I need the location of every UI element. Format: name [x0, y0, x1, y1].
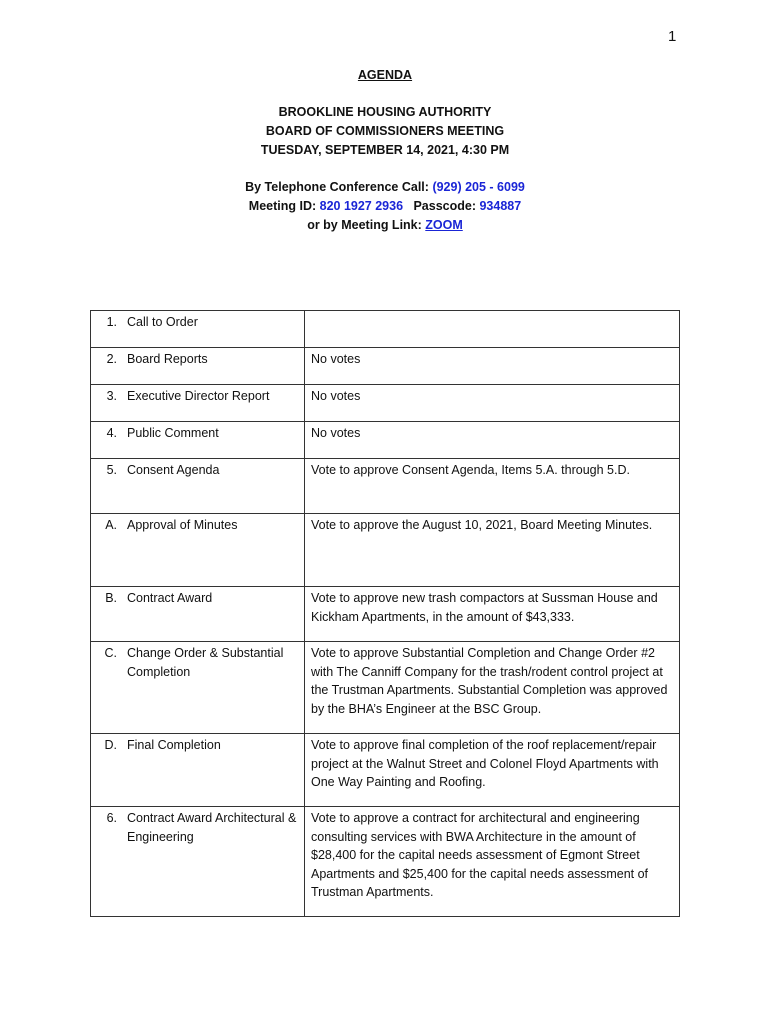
agenda-item-label: Contract Award [127, 591, 213, 605]
agenda-table [90, 310, 680, 917]
agenda-item-cell [91, 734, 305, 807]
phone-number: (929) 205 - 6099 [432, 180, 525, 194]
agenda-item-number: 4. [106, 426, 117, 440]
agenda-row [91, 734, 680, 807]
agenda-action-cell: Vote to approve the August 10, 2021, Board Meeting Minutes. [305, 514, 680, 587]
agenda-item-number: C. [104, 646, 117, 660]
agenda-item-label: Approval of Minutes [127, 518, 238, 532]
agenda-row [91, 459, 680, 514]
agenda-item-label: Call to Order [127, 315, 198, 329]
agenda-item-number: D. [104, 738, 117, 752]
agenda-item-number: 5. [106, 463, 117, 477]
agenda-row [91, 514, 680, 587]
agenda-item-number: 3. [106, 389, 117, 403]
agenda-item-number: 1. [106, 315, 117, 329]
agenda-title: AGENDA [357, 68, 413, 82]
meeting-id-value: 820 1927 2936 [319, 199, 404, 213]
agenda-action-cell: No votes [305, 348, 680, 385]
agenda-item-label: Consent Agenda [127, 463, 220, 477]
agenda-action-cell [305, 311, 680, 348]
agenda-item-cell [91, 459, 305, 514]
meeting-link-line [0, 216, 770, 235]
phone-label: By Telephone Conference Call: [245, 180, 429, 194]
agenda-item-label: Contract Award Architectural & Engineering [127, 811, 297, 844]
meeting-id-label: Meeting ID: [248, 199, 317, 213]
agenda-row [91, 385, 680, 422]
agenda-item-number: 6. [106, 811, 117, 825]
agenda-item-label: Executive Director Report [127, 389, 270, 403]
phone-line [0, 178, 770, 197]
agenda-item-cell [91, 422, 305, 459]
agenda-item-cell [91, 642, 305, 734]
agenda-action-cell: Vote to approve Substantial Completion and Change Order #2 with The Canniff Company for the trash/rodent control project at the Trustman Apartments. Substantial Completion was approved by the BHA’s Engineer at the BSC Group. [305, 642, 680, 734]
page-number: 1 [668, 28, 677, 45]
agenda-item-number: A. [105, 518, 117, 532]
agenda-action-cell: Vote to approve Consent Agenda, Items 5.A. through 5.D. [305, 459, 680, 514]
agenda-row [91, 642, 680, 734]
agenda-item-label: Public Comment [127, 426, 219, 440]
agenda-item-cell [91, 807, 305, 917]
agenda-action-cell: No votes [305, 385, 680, 422]
meeting-date-time: TUESDAY, SEPTEMBER 14, 2021, 4:30 PM [260, 143, 510, 157]
agenda-action-cell: Vote to approve final completion of the roof replacement/repair project at the Walnut Street and Colonel Floyd Apartments with One Way Painting and Roofing. [305, 734, 680, 807]
agenda-item-number: 2. [106, 352, 117, 366]
agenda-header [0, 66, 770, 235]
agenda-item-label: Board Reports [127, 352, 208, 366]
meeting-id-line [0, 197, 770, 216]
agenda-item-label: Change Order & Substantial Completion [127, 646, 284, 679]
agenda-action-cell: Vote to approve new trash compactors at Sussman House and Kickham Apartments, in the amount of $43,333. [305, 587, 680, 642]
agenda-item-cell [91, 514, 305, 587]
agenda-item-cell [91, 385, 305, 422]
agenda-item-cell [91, 311, 305, 348]
zoom-link[interactable]: ZOOM [425, 218, 463, 232]
agenda-row [91, 348, 680, 385]
agenda-item-cell [91, 348, 305, 385]
agenda-item-label: Final Completion [127, 738, 221, 752]
agenda-action-cell: Vote to approve a contract for architectural and engineering consulting services with BWA Architecture in the amount of $28,400 for the capital needs assessment of Egmont Street Apartments and $25,400 for the capital needs assessment of Trustman Apartments. [305, 807, 680, 917]
agenda-row [91, 311, 680, 348]
agenda-row [91, 807, 680, 917]
passcode-label: Passcode: [413, 199, 476, 213]
meeting-name: BOARD OF COMMISSIONERS MEETING [265, 124, 505, 138]
meeting-link-label: or by Meeting Link: [307, 218, 422, 232]
agenda-item-cell [91, 587, 305, 642]
agenda-item-number: B. [105, 591, 117, 605]
agenda-row [91, 422, 680, 459]
passcode-value: 934887 [479, 199, 522, 213]
organization-name: BROOKLINE HOUSING AUTHORITY [278, 105, 492, 119]
agenda-action-cell: No votes [305, 422, 680, 459]
agenda-row [91, 587, 680, 642]
